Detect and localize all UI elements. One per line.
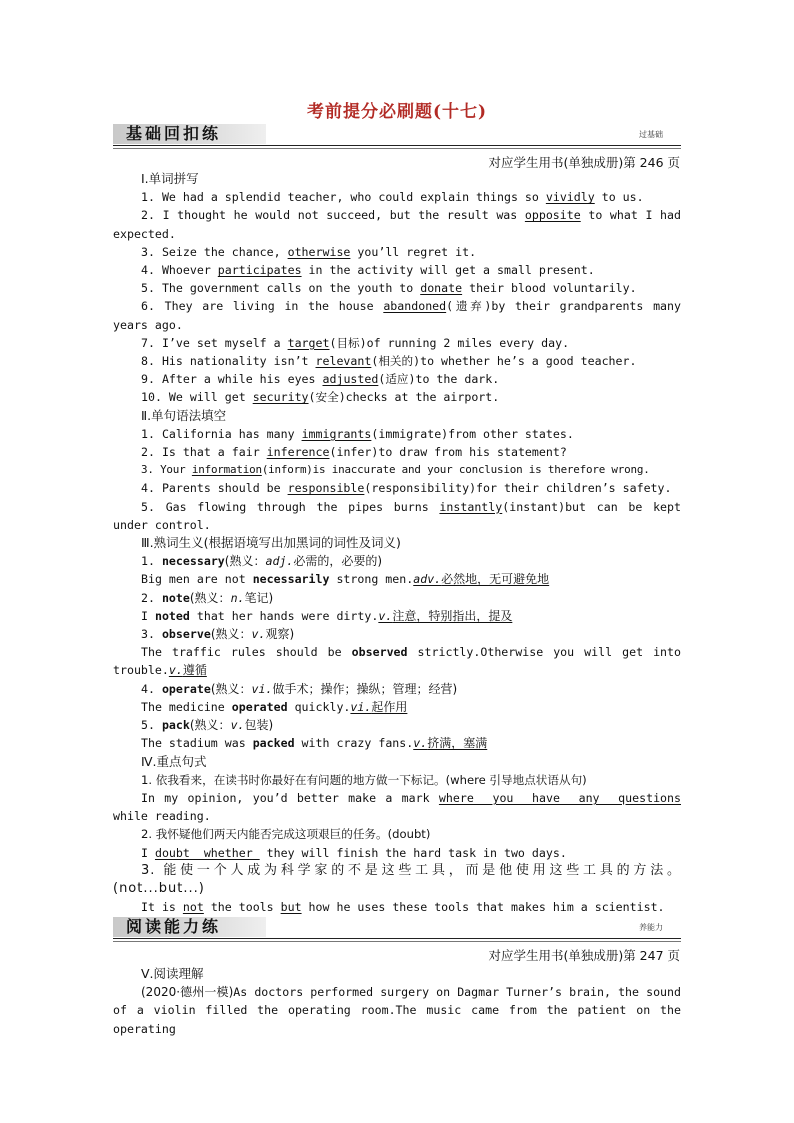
answer-word: information [191,463,262,477]
translation-answer: It is not the tools but how he uses these tools that makes him a scientist. [141,900,665,915]
word-sense-item: 3. observe(熟义：v.观察) [141,627,295,642]
answer-blank: not [182,900,204,915]
answer-word: adjusted [322,372,379,387]
page-title: 考前提分必刷题(十七) [306,102,488,122]
word-sense-item: 5. pack(熟义：v.包装) [141,718,274,733]
example-sentence: The traffic rules should be observed strictly.Otherwise you will get into trouble.v.遵循 [113,645,681,678]
part-heading: Ⅰ.单词拼写 [141,171,199,186]
section-header-reading [113,917,681,939]
section-header-basics [113,124,681,146]
translation-prompt: 3. 能使一个人成为科学家的不是这些工具，而是他使用这些工具的方法。(not...but...) [113,862,681,896]
question-item: 9. After a while his eyes adjusted(适应)to the dark. [141,372,500,387]
answer-blank: where you have any questions [438,790,681,805]
example-sentence: The stadium was packed with crazy fans.v.挤满，塞满 [141,736,488,751]
word-sense-item: 2. note(熟义：n.笔记) [141,590,274,605]
answer-word: target [287,335,330,350]
page-reference: 对应学生用书(单独成册)第 247 页 [488,948,680,963]
question-item: 8. His nationality isn’t relevant(相关的)to whether he’s a good teacher. [141,354,637,369]
reading-passage: (2020·德州一模)As doctors performed surgery on Dagmar Turner’s brain, the sound of a violin filled the operating room.The music came from the patient on the operating [113,985,681,1036]
question-item: 2. I thought he would not succeed, but the result was opposite to what I had expected. [113,208,681,241]
answer-word: instantly [439,499,503,514]
answer-word: abandoned [383,299,447,314]
answer-word: immigrants [301,426,372,441]
answer-blank: but [280,900,302,915]
question-item: 5. Gas flowing through the pipes burns instantly(instant)but can be kept under control. [113,499,681,532]
passage-source: (2020·德州一模) [141,985,234,1000]
section-rule-thin [113,941,681,942]
section-rule-thin [113,148,681,149]
answer-word: inference [266,445,330,460]
section-label: 基础回扣练 [113,124,266,144]
answer-word: relevant [315,354,372,369]
part-heading: Ⅲ.熟词生义(根据语境写出加黑词的词性及词义) [141,535,401,551]
question-item: 3. Seize the chance, otherwise you’ll regret it. [141,244,477,259]
question-item: 7. I’ve set myself a target(目标)of running 2 miles every day. [141,335,570,350]
section-rule [113,938,681,940]
word-sense-item: 1. necessary(熟义：adj.必需的，必要的) [141,554,383,569]
answer-word: security [252,390,309,405]
part-heading: Ⅱ.单句语法填空 [141,407,227,423]
question-item: 4. Whoever participates in the activity will get a small present. [141,263,595,278]
question-item: 3. Your information(inform)is inaccurate and your conclusion is therefore wrong. [141,463,650,477]
answer-word: opposite [524,208,581,223]
section-reading-content [113,965,681,1038]
answer-blank: doubt whether [154,845,260,860]
question-item: 10. We will get security(安全)checks at the airport. [141,390,500,405]
question-item: 2. Is that a fair inference(infer)to draw from his statement? [141,445,567,460]
translation-prompt: 2. 我怀疑他们两天内能否完成这项艰巨的任务。(doubt) [141,827,431,842]
word-sense-item: 4. operate(熟义：vi.做手术；操作；操纵；管理；经营) [141,681,458,696]
answer-sense: v.遵循 [168,663,207,678]
answer-sense: vi.起作用 [350,699,408,714]
question-item: 6. They are living in the house abandoned(遗弃)by their grandparents many years ago. [113,299,681,332]
answer-word: donate [420,281,463,296]
answer-word: otherwise [287,244,351,259]
question-item: 5. The government calls on the youth to donate their blood voluntarily. [141,281,637,296]
answer-word: vividly [545,190,595,205]
section-rule [113,145,681,147]
answer-sense: v.注意，特别指出，提及 [378,608,513,623]
section-tag: 养能力 [639,923,663,932]
question-item: 4. Parents should be responsible(responsibility)for their children’s safety. [141,481,672,496]
example-sentence: The medicine operated quickly.vi.起作用 [141,699,408,714]
part-heading: Ⅴ.阅读理解 [141,966,204,981]
page-reference: 对应学生用书(单独成册)第 246 页 [488,155,680,170]
translation-prompt: 1. 依我看来，在读书时你最好在有问题的地方做一下标记。(where 引导地点状语从句) [141,772,587,787]
answer-sense: adv.必然地，无可避免地 [413,572,550,587]
part-heading: Ⅳ.重点句式 [141,753,207,769]
translation-answer: I doubt whether they will finish the hard task in two days. [141,845,567,860]
example-sentence: I noted that her hands were dirty.v.注意，特别指出，提及 [141,608,513,623]
section-basics-content [113,170,681,916]
translation-answer: In my opinion, you’d better make a mark where you have any questions while reading. [113,790,681,824]
question-item: 1. California has many immigrants(immigrate)from other states. [141,426,574,441]
answer-word: participates [217,263,302,278]
answer-sense: v.挤满，塞满 [413,736,488,751]
question-item: 1. We had a splendid teacher, who could explain things so vividly to us. [141,190,644,205]
example-sentence: Big men are not necessarily strong men.adv.必然地，无可避免地 [141,572,550,587]
section-tag: 过基础 [639,130,663,139]
answer-word: responsible [287,481,365,496]
section-label: 阅读能力练 [113,917,266,937]
